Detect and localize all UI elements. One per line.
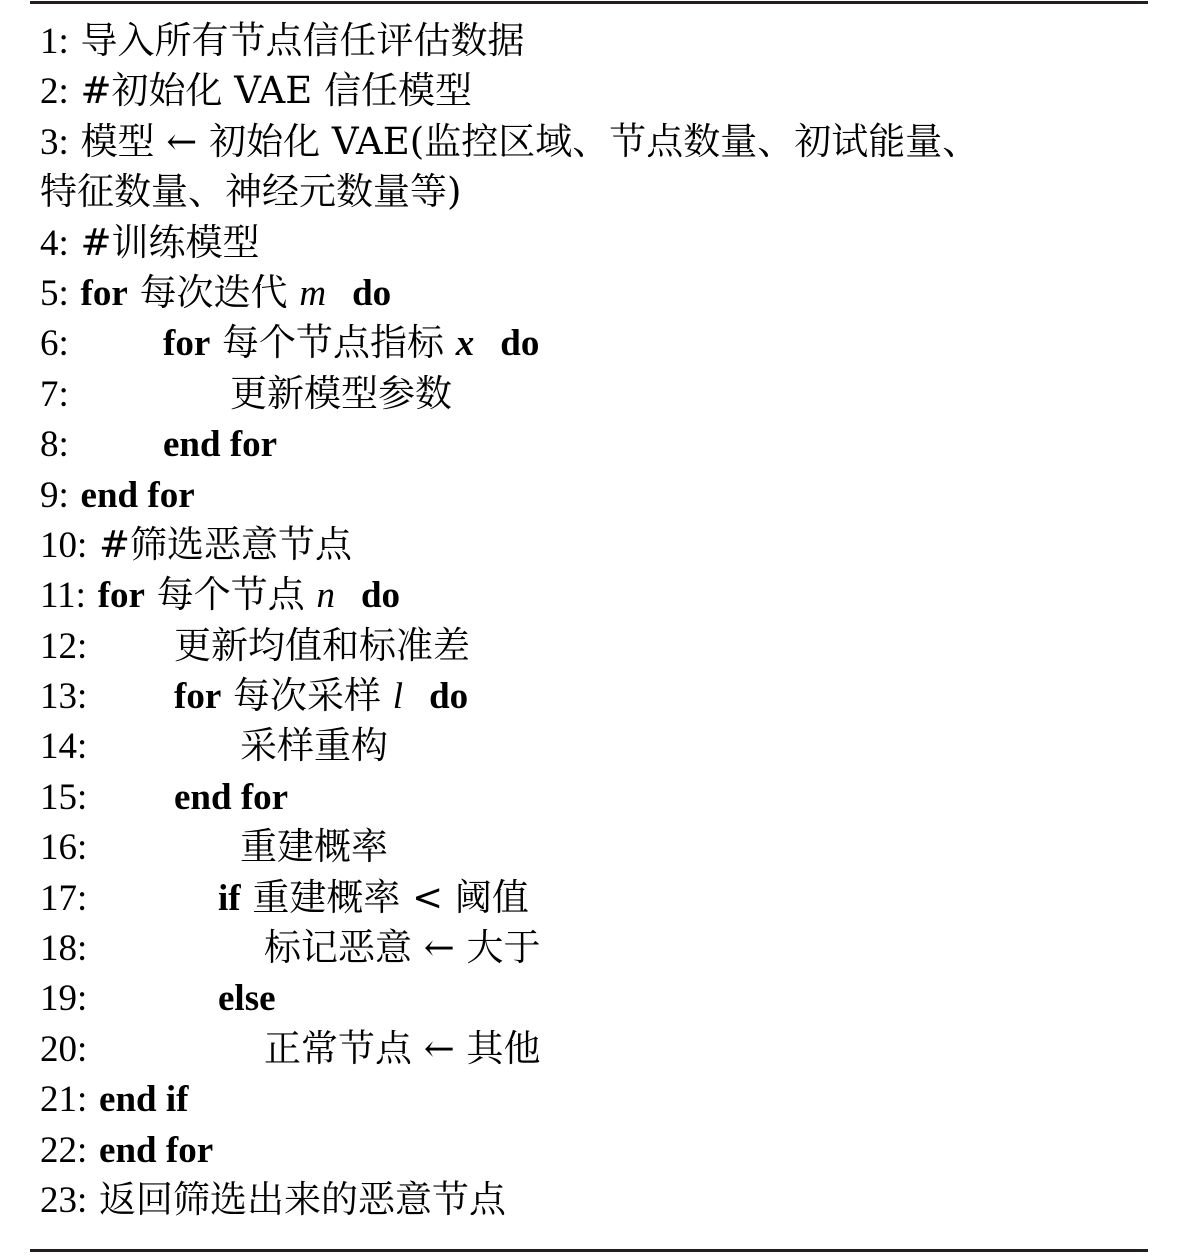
keyword-if: if <box>218 877 241 919</box>
line-number: 13: <box>40 676 88 718</box>
algorithm-line <box>40 923 1140 973</box>
line-number: 8: <box>40 424 69 466</box>
keyword-do: do <box>429 676 469 718</box>
keyword-do: do <box>352 272 392 314</box>
line-text: 更新模型参数 <box>230 371 452 415</box>
variable-n: n <box>316 575 335 617</box>
line-number: 5: <box>40 272 69 314</box>
line-text: 导入所有节点信任评估数据 <box>80 19 525 62</box>
algorithm-line <box>40 470 1140 520</box>
keyword-else: else <box>218 978 276 1020</box>
algorithm-listing <box>40 16 1140 1225</box>
algorithm-line <box>40 66 1140 116</box>
line-number: 20: <box>40 1028 88 1070</box>
algorithm-line <box>40 520 1140 570</box>
line-number: 9: <box>40 474 69 516</box>
line-text: 特征数量、神经元数量等) <box>40 170 462 214</box>
line-text: 返回筛选出来的恶意节点 <box>99 1177 507 1221</box>
keyword-end-for: end for <box>99 1129 214 1171</box>
algorithm-line <box>40 873 1140 923</box>
line-number: 17: <box>40 877 88 919</box>
line-text: 正常节点 ← 其他 <box>264 1026 541 1070</box>
algorithm-line <box>40 822 1140 872</box>
line-number: 15: <box>40 776 88 818</box>
line-number: 7: <box>40 373 69 415</box>
line-text: 每个节点指标 <box>222 321 445 365</box>
line-number: 11: <box>40 575 86 617</box>
keyword-for: for <box>163 323 211 365</box>
line-number: 16: <box>40 827 88 869</box>
algorithm-line-continuation <box>40 167 1140 217</box>
keyword-end-for: end for <box>80 474 195 516</box>
variable-m: m <box>299 272 327 314</box>
algorithm-line <box>40 369 1140 419</box>
algorithm-line <box>40 318 1140 368</box>
algorithm-line <box>40 621 1140 671</box>
algorithm-line <box>40 973 1140 1023</box>
variable-l: l <box>392 676 404 718</box>
algorithm-line <box>40 1074 1140 1124</box>
keyword-end-if: end if <box>99 1079 189 1121</box>
line-number: 12: <box>40 625 88 667</box>
algorithm-line <box>40 1125 1140 1175</box>
line-text: 每个节点 <box>156 573 305 617</box>
algorithm-line <box>40 117 1140 167</box>
line-text: 更新均值和标准差 <box>174 623 470 667</box>
line-number: 4: <box>40 222 69 264</box>
line-text: 每次采样 <box>233 674 382 718</box>
line-number: 1: <box>40 21 69 62</box>
line-number: 6: <box>40 323 69 365</box>
variable-x: x <box>455 323 475 365</box>
algorithm-line <box>40 1175 1140 1225</box>
line-text: 标记恶意 ← 大于 <box>264 926 541 970</box>
keyword-for: for <box>97 575 145 617</box>
algorithm-line <box>40 268 1140 318</box>
line-text: 模型 ← 初始化 VAE(监控区域、节点数量、初试能量、 <box>80 119 980 163</box>
line-text: #训练模型 <box>80 220 260 264</box>
line-number: 14: <box>40 726 88 768</box>
algorithm-line <box>40 721 1140 771</box>
algorithm-line <box>40 671 1140 721</box>
keyword-do: do <box>360 575 401 617</box>
line-number: 3: <box>40 121 69 163</box>
algorithm-line <box>40 772 1140 822</box>
line-number: 18: <box>40 928 88 970</box>
top-rule <box>30 1 1148 4</box>
keyword-do: do <box>500 323 540 365</box>
line-text: 每次迭代 <box>139 270 288 314</box>
keyword-end-for: end for <box>163 424 278 466</box>
algorithm-line <box>40 16 1140 66</box>
line-text: #筛选恶意节点 <box>99 522 353 566</box>
line-number: 23: <box>40 1179 88 1221</box>
line-text: #初始化 VAE 信任模型 <box>80 69 473 113</box>
keyword-for: for <box>80 272 128 314</box>
line-number: 21: <box>40 1079 88 1121</box>
line-number: 19: <box>40 978 88 1020</box>
line-number: 22: <box>40 1129 88 1171</box>
algorithm-line <box>40 1024 1140 1074</box>
line-number: 2: <box>40 71 69 113</box>
line-number: 10: <box>40 524 88 566</box>
algorithm-line <box>40 570 1140 620</box>
algorithm-line <box>40 218 1140 268</box>
keyword-end-for: end for <box>174 776 289 818</box>
line-text: 采样重构 <box>240 724 388 768</box>
line-text: 重建概率 <box>240 825 388 869</box>
keyword-for: for <box>174 676 222 718</box>
line-text: 重建概率 < 阈值 <box>252 875 529 919</box>
bottom-rule <box>30 1249 1148 1252</box>
algorithm-line <box>40 419 1140 469</box>
